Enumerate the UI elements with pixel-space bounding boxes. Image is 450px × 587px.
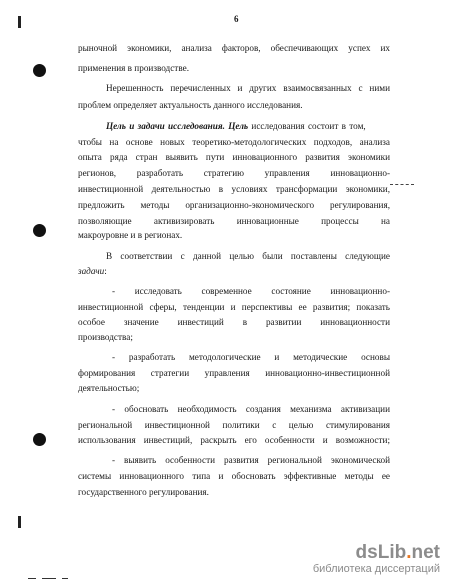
task-item: - выявить особенности развития региональной экономической — [112, 455, 390, 465]
text-line: особое значение инвестиций в развитии инновационности — [78, 317, 390, 327]
margin-mark-bottom — [18, 516, 21, 528]
corner-scan-marks — [28, 569, 88, 577]
text-line: опыта ряда стран выявить пути инновационного развития экономики — [78, 152, 390, 162]
text-line: рыночной экономики, анализа факторов, обеспечивающих успех их — [78, 43, 390, 53]
binding-hole-top — [33, 64, 46, 77]
text-line: региональной инвестиционной политики с целью стимулирования — [78, 420, 390, 430]
text-line: системы инновационного типа и обосновать эффективные методы ее — [78, 471, 390, 481]
text-line: Нерешенность перечисленных и других взаимосвязанных с ними — [106, 83, 390, 93]
watermark-subtitle: библиотека диссертаций — [312, 563, 440, 575]
text-fragment: исследования состоит в том, — [251, 121, 366, 131]
text-fragment: : — [104, 266, 107, 276]
tasks-term: задачи — [78, 266, 105, 276]
text-line: В соответствии с данной целью были поставлены следующие — [106, 251, 390, 261]
watermark — [313, 543, 440, 576]
section-heading: Цель и задачи исследования. — [106, 121, 225, 131]
task-item: - разработать методологические и методические основы — [112, 352, 390, 362]
text-line: регионов, разработать стратегию управления инновационно- — [78, 168, 390, 178]
goal-heading-line — [106, 120, 390, 132]
text-line: инвестиционной сферы, тенденции и перспективы ее развития; показать — [78, 302, 390, 312]
text-line: деятельностью; — [78, 383, 140, 393]
text-line: макроуровне и в регионах. — [78, 230, 183, 240]
text-line: использования инвестиций, раскрыть его особенности и возможности; — [78, 435, 390, 445]
tasks-label-line — [78, 265, 390, 277]
text-line: чтобы на основе новых теоретико-методологических подходов, анализа — [78, 137, 390, 147]
task-item: - обосновать необходимость создания механизма активизации — [112, 404, 390, 414]
text-line: государственного регулирования. — [78, 487, 209, 497]
text-line: проблем определяет актуальность данного исследования. — [78, 100, 303, 110]
binding-hole-bottom — [33, 433, 46, 446]
text-line: производства; — [78, 332, 133, 342]
margin-mark-top — [18, 16, 21, 28]
page-number: 6 — [234, 14, 239, 24]
text-line: предложить методы организационно-экономического регулирования, — [78, 200, 390, 210]
text-line: применения в производстве. — [78, 63, 189, 73]
text-line: инвестиционной деятельностью в условиях трансформации экономики, — [78, 184, 390, 194]
text-line: формирования стратегии управления инновационно-инвестиционной — [78, 368, 390, 378]
watermark-logo: dsLib.net — [355, 542, 440, 563]
goal-term: Цель — [228, 121, 249, 131]
task-item: - исследовать современное состояние инновационно- — [112, 286, 390, 296]
margin-dash-mark — [390, 184, 414, 187]
text-line: позволяющие активизировать инновационные процессы на — [78, 216, 390, 226]
binding-hole-middle — [33, 224, 46, 237]
